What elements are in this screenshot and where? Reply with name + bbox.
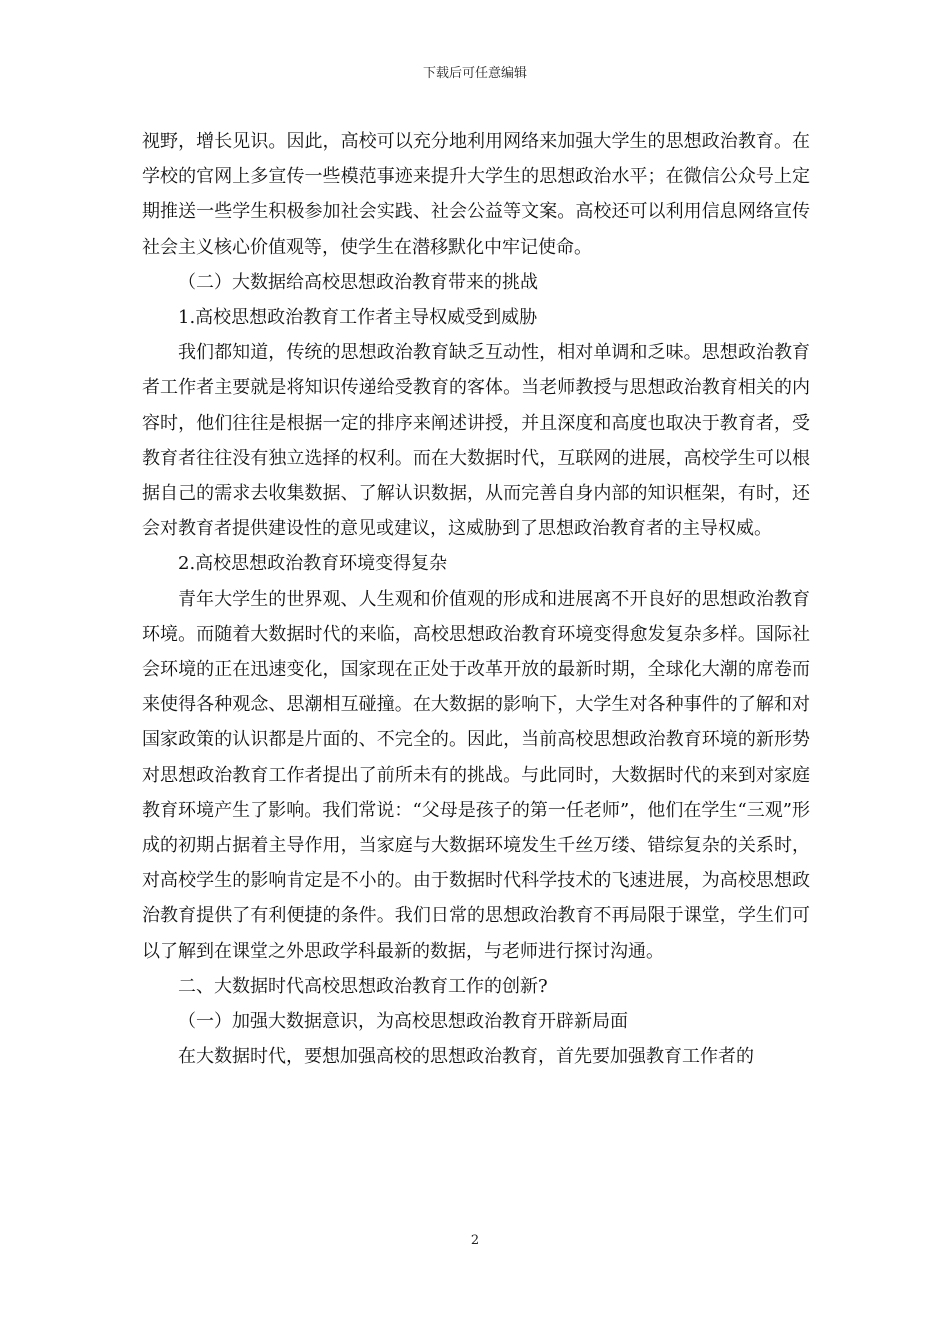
paragraph: 在大数据时代，要想加强高校的思想政治教育，首先要加强教育工作者的: [178, 1046, 754, 1068]
chapter-heading: 二、大数据时代高校思想政治教育工作的创新?: [178, 975, 548, 997]
page-header: 下载后可任意编辑: [422, 66, 527, 81]
subsection-heading: 2.高校思想政治教育环境变得复杂: [178, 553, 448, 575]
document-body: [142, 124, 810, 1074]
paragraph-continuation: 视野，增长见识。因此，高校可以充分地利用网络来加强大学生的思想政治教育。在学校的官网上多宣传一些模范事迹来提升大学生的思想政治水平；在微信公众号上定期推送一些学生积极参加社会实践、社会公益等文案。高校还可以利用信息网络宣传社会主义核心价值观等，使学生在潜移默化中牢记使命。: [142, 131, 810, 258]
paragraph: 青年大学生的世界观、人生观和价值观的形成和进展离不开良好的思想政治教育环境。而随着大数据时代的来临，高校思想政治教育环境变得愈发复杂多样。国际社会环境的正在迅速变化，国家现在正处于改革开放的最新时期，全球化大潮的席卷而来使得各种观念、思潮相互碰撞。在大数据的影响下，大学生对各种事件的了解和对国家政策的认识都是片面的、不完全的。因此，当前高校思想政治教育环境的新形势对思想政治教育工作者提出了前所未有的挑战。与此同时，大数据时代的来到对家庭教育环境产生了影响。我们常说：“父母是孩子的第一任老师”，他们在学生“三观”形成的初期占据着主导作用，当家庭与大数据环境发生千丝万缕、错综复杂的关系时，对高校学生的影响肯定是不小的。由于数据时代科学技术的飞速进展，为高校思想政治教育提供了有利便捷的条件。我们日常的思想政治教育不再局限于课堂，学生们可以了解到在课堂之外思政学科最新的数据，与老师进行探讨沟通。: [142, 588, 810, 962]
section-heading: （二）大数据给高校思想政治教育带来的挑战: [178, 271, 538, 293]
page-number: 2: [470, 1233, 480, 1248]
paragraph: 我们都知道，传统的思想政治教育缺乏互动性，相对单调和乏味。思想政治教育者工作者主要就是将知识传递给受教育的客体。当老师教授与思想政治教育相关的内容时，他们往往是根据一定的排序来阐述讲授，并且深度和高度也取决于教育者，受教育者往往没有独立选择的权利。而在大数据时代，互联网的进展，高校学生可以根据自己的需求去收集数据、了解认识数据，从而完善自身内部的知识框架，有时，还会对教育者提供建设性的意见或建议，这威胁到了思想政治教育者的主导权威。: [142, 342, 810, 540]
subsection-heading: 1.高校思想政治教育工作者主导权威受到威胁: [178, 307, 538, 329]
section-heading: （一）加强大数据意识，为高校思想政治教育开辟新局面: [178, 1011, 628, 1033]
